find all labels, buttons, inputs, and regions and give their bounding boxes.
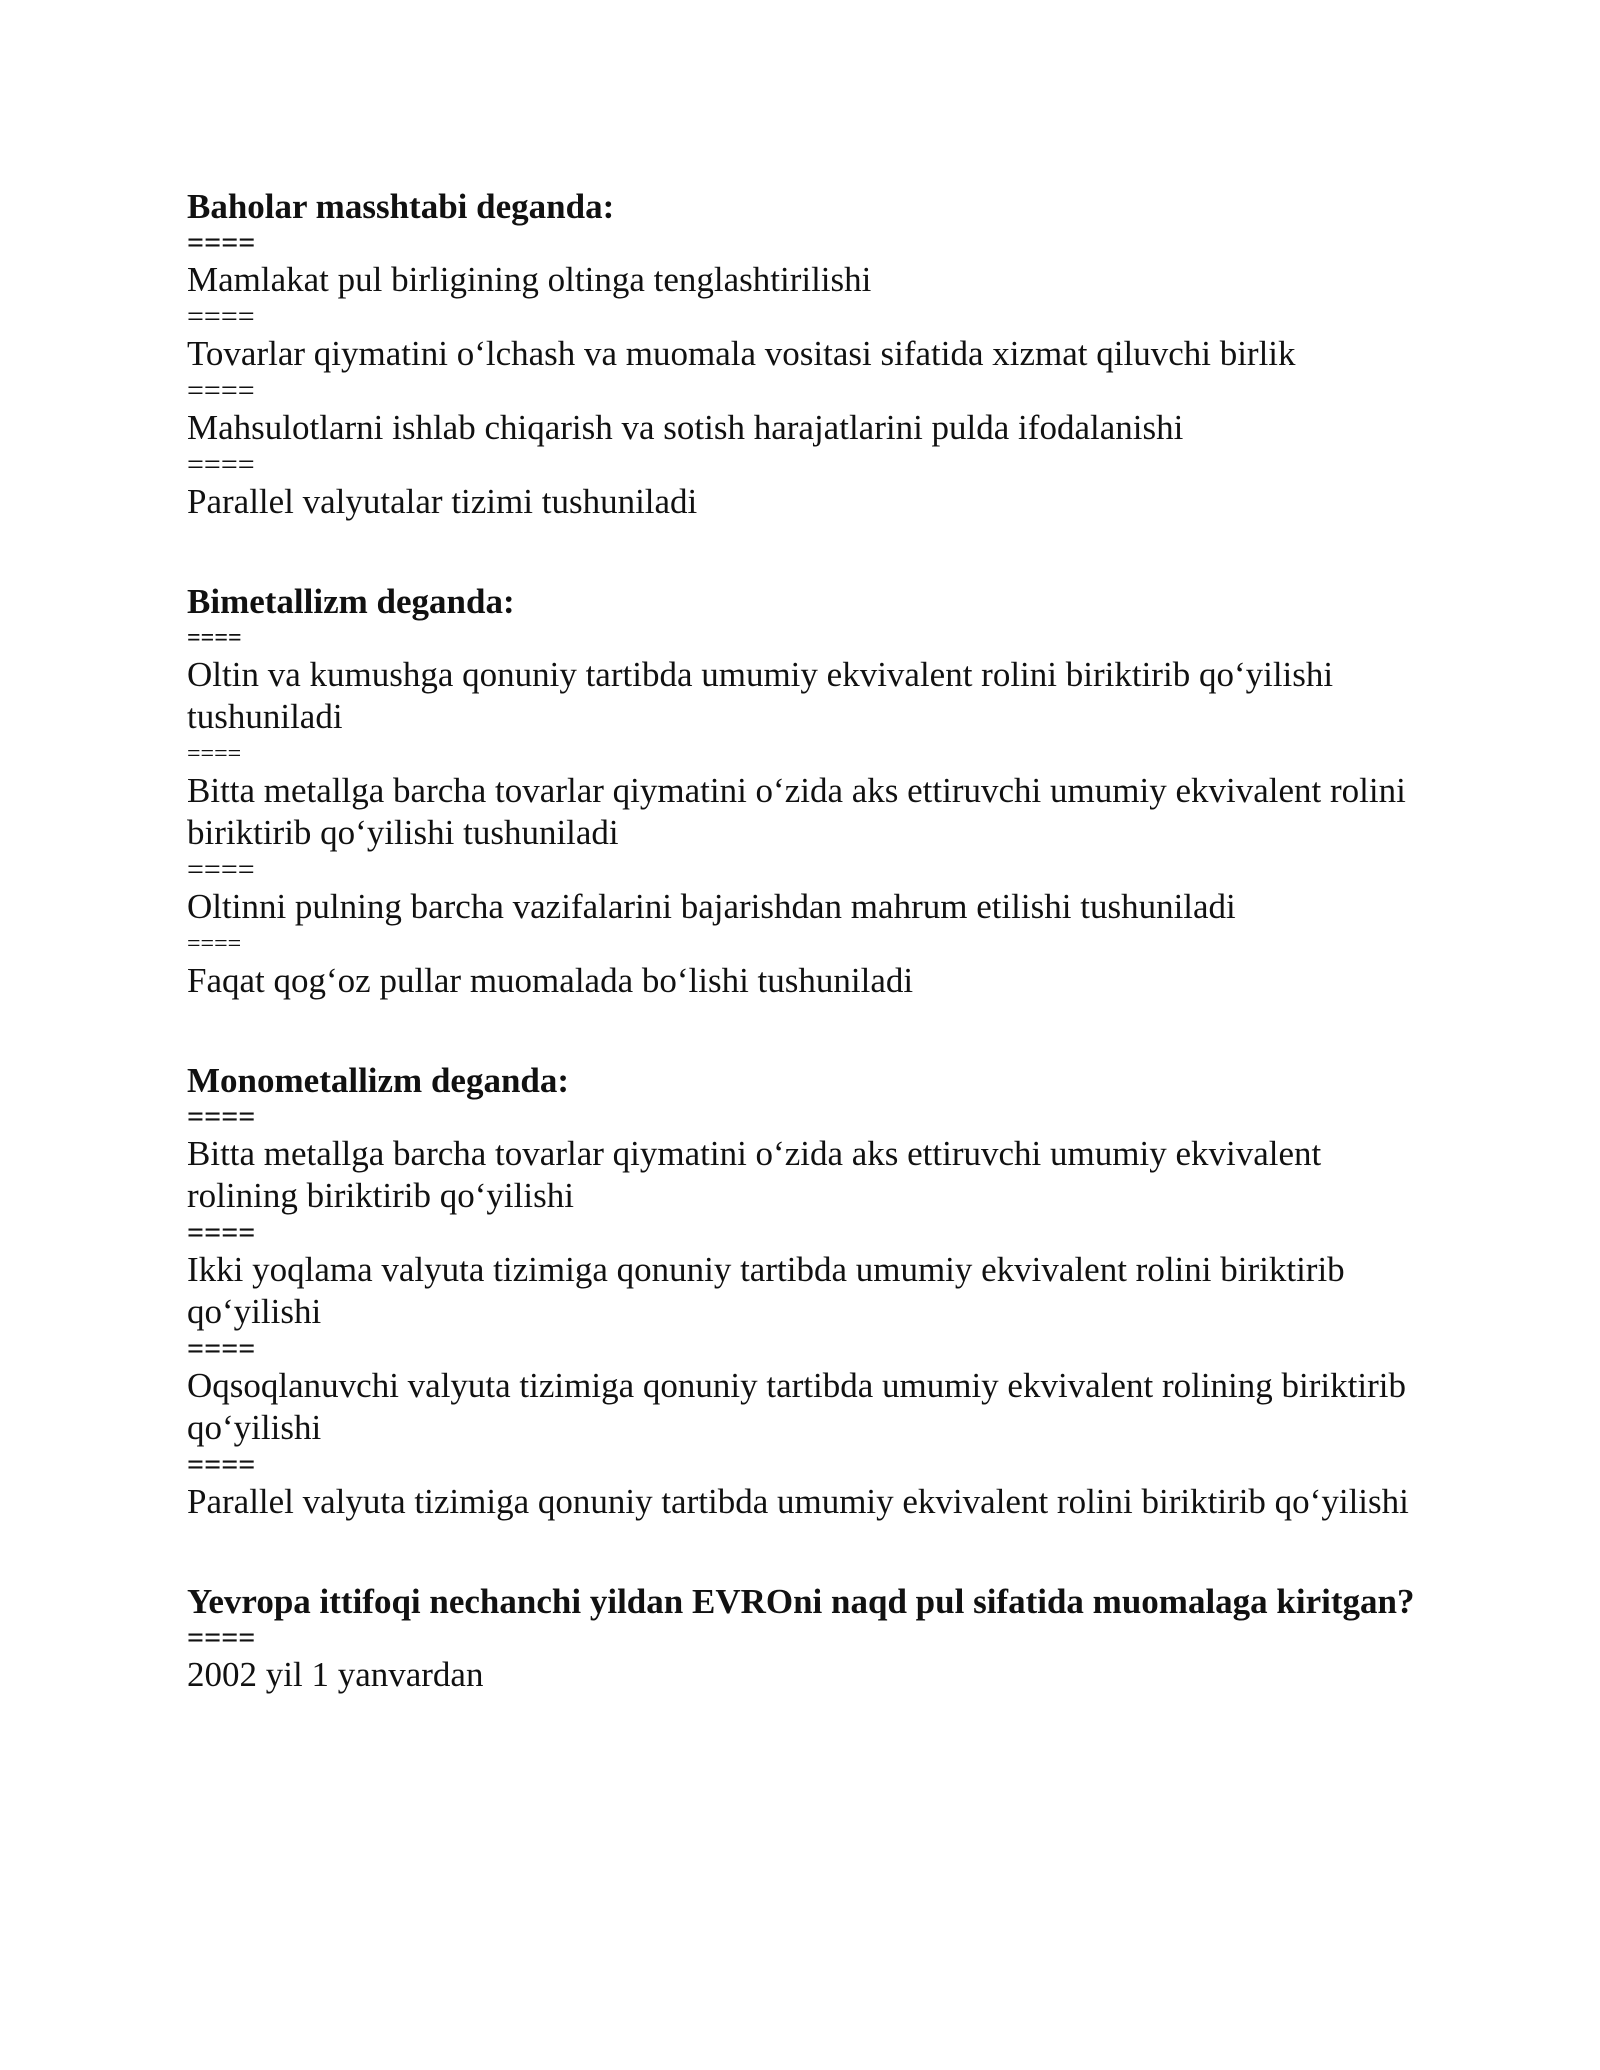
option-separator: ==== <box>187 448 255 481</box>
answer-option: Tovarlar qiymatini o‘lchash va muomala vositasi sifatida xizmat qiluvchi birlik <box>187 334 1296 373</box>
option-separator: ==== <box>187 300 255 333</box>
option-separator: ==== <box>187 853 255 886</box>
option-separator: ==== <box>187 625 242 651</box>
option-separator: ==== <box>187 1100 256 1133</box>
answer-option: Parallel valyutalar tizimi tushuniladi <box>187 482 698 521</box>
question-title: Baholar masshtabi deganda: <box>187 187 615 226</box>
option-separator: ==== <box>187 1332 256 1365</box>
answer-option: Mamlakat pul birligining oltinga tenglashtirilishi <box>187 260 872 299</box>
question-title: Monometallizm deganda: <box>187 1061 570 1100</box>
answer-option: Parallel valyuta tizimiga qonuniy tartibda umumiy ekvivalent rolini biriktirib qo‘yilishi <box>187 1482 1409 1521</box>
answer-option: Bitta metallga barcha tovarlar qiymatini o‘zida aks ettiruvchi umumiy ekvivalent rolini biriktirib qo‘yilishi tushuniladi <box>187 771 1406 852</box>
document-page <box>187 186 1427 1754</box>
question-block <box>187 581 1427 1002</box>
option-separator: ==== <box>187 741 242 767</box>
question-title: Bimetallizm deganda: <box>187 582 515 621</box>
answer-option: Oqsoqlanuvchi valyuta tizimiga qonuniy tartibda umumiy ekvivalent rolining biriktirib qo‘yilishi <box>187 1366 1406 1447</box>
question-block <box>187 1060 1427 1523</box>
answer-option: Oltinni pulning barcha vazifalarini bajarishdan mahrum etilishi tushuniladi <box>187 887 1236 926</box>
answer-option: 2002 yil 1 yanvardan <box>187 1655 484 1694</box>
answer-option: Ikki yoqlama valyuta tizimiga qonuniy tartibda umumiy ekvivalent rolini biriktirib qo‘yilishi <box>187 1250 1345 1331</box>
answer-option: Mahsulotlarni ishlab chiqarish va sotish harajatlarini pulda ifodalanishi <box>187 408 1184 447</box>
option-separator: ==== <box>187 1621 256 1654</box>
answer-option: Faqat qog‘oz pullar muomalada bo‘lishi tushuniladi <box>187 961 914 1000</box>
question-title: Yevropa ittifoqi nechanchi yildan EVROni naqd pul sifatida muomalaga kiritgan? <box>187 1582 1415 1621</box>
option-separator: ==== <box>187 226 256 259</box>
question-block <box>187 186 1427 523</box>
answer-option: Oltin va kumushga qonuniy tartibda umumiy ekvivalent rolini biriktirib qo‘yilishi tushuniladi <box>187 655 1334 736</box>
question-block <box>187 1581 1427 1696</box>
option-separator: ==== <box>187 1448 256 1481</box>
answer-option: Bitta metallga barcha tovarlar qiymatini o‘zida aks ettiruvchi umumiy ekvivalent rolining biriktirib qo‘yilishi <box>187 1134 1322 1215</box>
option-separator: ==== <box>187 931 242 957</box>
option-separator: ==== <box>187 1216 256 1249</box>
option-separator: ==== <box>187 374 255 407</box>
